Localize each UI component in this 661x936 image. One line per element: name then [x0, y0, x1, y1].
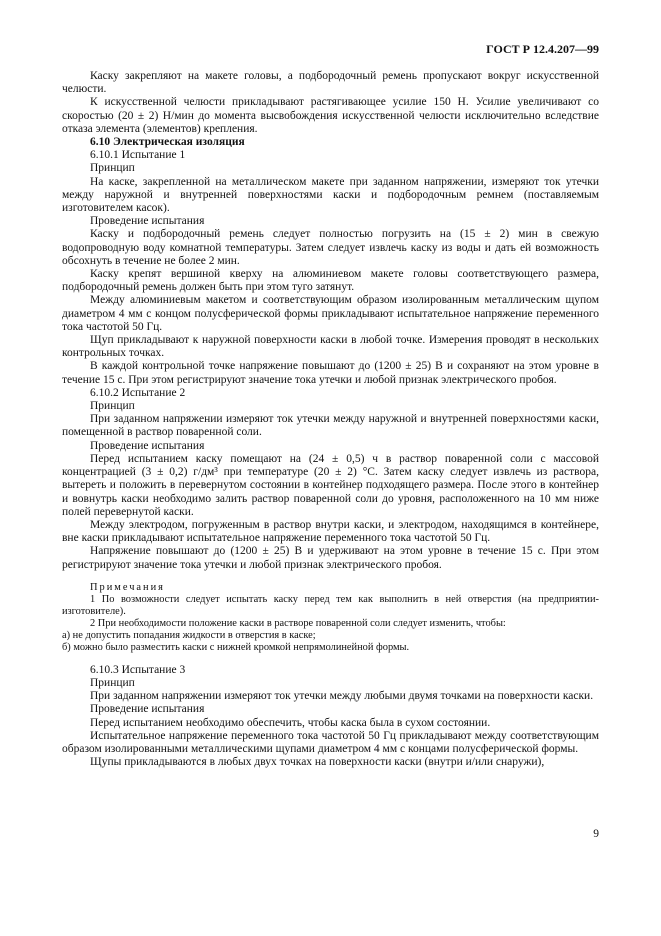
page-number: 9: [593, 828, 599, 840]
notes-block: [62, 582, 599, 654]
subsection-heading: 6.10.2 Испытание 2: [90, 386, 186, 399]
paragraph: Щупы прикладываются в любых двух точках на поверхности каски (внутри и/или снаружи),: [90, 756, 545, 769]
note-subitem: а) не допустить попадания жидкости в отверстия в каске;: [62, 629, 316, 641]
paragraph: Каску и подбородочный ремень следует полностью погрузить на (15 ± 2) мин в свежую водопроводную воду комнатной температуры. Затем следует извлечь каску из воды и дать ей возможность обсохнуть в течение не более 2 мин.: [62, 228, 599, 267]
paragraph: Перед испытанием каску помещают на (24 ± 0,5) ч в раствор поваренной соли с массовой концентрацией (3 ± 0,2) г/дм³ при температуре (20 ± 2) °С. Затем каску следует извлечь из раствора, вытереть и положить в перевернутом состоянии в контейнер подходящего размера. После этого в контейнер и вовнутрь каски необходимо залить раствор поваренной соли до уровня, расположенного на 10 мм ниже полей перевернутой каски.: [62, 452, 599, 518]
paragraph: Щуп прикладывают к наружной поверхности каски в любой точке. Измерения проводят в нескольких контрольных точках.: [62, 334, 599, 360]
paragraph: К искусственной челюсти прикладывают растягивающее усилие 150 Н. Усилие увеличивают со скоростью (20 ± 2) Н/мин до момента высвобождения искусственной челюсти исключительно вследствие отказа элемента (элементов) крепления.: [62, 96, 599, 135]
subheading: Проведение испытания: [90, 439, 205, 452]
subheading: Проведение испытания: [90, 215, 205, 228]
paragraph: В каждой контрольной точке напряжение повышают до (1200 ± 25) В и сохраняют на этом уровне в течение 15 с. При этом регистрируют значение тока утечки и любой признак электрического пробоя.: [62, 360, 599, 386]
paragraph: Каску закрепляют на макете головы, а подбородочный ремень пропускают вокруг искусственной челюсти.: [62, 70, 599, 96]
paragraph: Между электродом, погруженным в раствор внутри каски, и электродом, находящимся в контейнере, вне каски прикладывают испытательное напряжение переменного тока частотой 50 Гц.: [62, 518, 599, 545]
section-heading: 6.10 Электрическая изоляция: [90, 136, 245, 149]
note-item: 1 По возможности следует испытать каску перед тем как выполнить в ней отверстия (на предприятии-изготовителе).: [62, 593, 599, 617]
note-item: 2 При необходимости положение каски в растворе поваренной соли следует изменить, чтобы:: [90, 617, 506, 629]
subheading: Принцип: [90, 676, 135, 689]
paragraph: При заданном напряжении измеряют ток утечки между любыми двумя точками на поверхности каски.: [90, 690, 594, 703]
subheading: Проведение испытания: [90, 703, 205, 716]
note-subitem: б) можно было разместить каски с нижней кромкой непрямолинейной формы.: [62, 641, 410, 653]
subheading: Принцип: [90, 400, 135, 413]
body-text: [62, 70, 599, 769]
standard-header: ГОСТ Р 12.4.207—99: [486, 42, 599, 56]
paragraph: На каске, закрепленной на металлическом макете при заданном напряжении, измеряют ток утечки между наружной и внутренней поверхностями каски и подбородочным ремнем (поставляемым изготовителем касок).: [62, 175, 599, 215]
paragraph: Перед испытанием необходимо обеспечить, чтобы каска была в сухом состоянии.: [90, 716, 491, 729]
paragraph: При заданном напряжении измеряют ток утечки между наружной и внутренней поверхностями каски, помещенной в раствор поваренной соли.: [62, 413, 599, 439]
subheading: Принцип: [90, 162, 135, 175]
paragraph: Напряжение повышают до (1200 ± 25) В и удерживают на этом уровне в течение 15 с. При этом регистрируют значение тока утечки и любой признак электрического пробоя.: [62, 545, 599, 571]
paragraph: Каску крепят вершиной кверху на алюминиевом макете головы соответствующего размера, подбородочный ремень должен быть при этом туго затянут.: [62, 268, 599, 294]
paragraph: Испытательное напряжение переменного тока частотой 50 Гц прикладывают между соответствующим образом изолированными металлическими щупами диаметром 4 мм с концами полусферической формы.: [62, 729, 599, 755]
subsection-heading: 6.10.1 Испытание 1: [90, 149, 186, 162]
notes-heading: Примечания: [90, 581, 165, 593]
paragraph: Между алюминиевым макетом и соответствующим образом изолированным металлическим щупом диаметром 4 мм с концом полусферической формы прикладывают испытательное напряжение переменного тока частотой 50 Гц.: [62, 294, 599, 333]
subsection-heading: 6.10.3 Испытание 3: [90, 663, 186, 676]
